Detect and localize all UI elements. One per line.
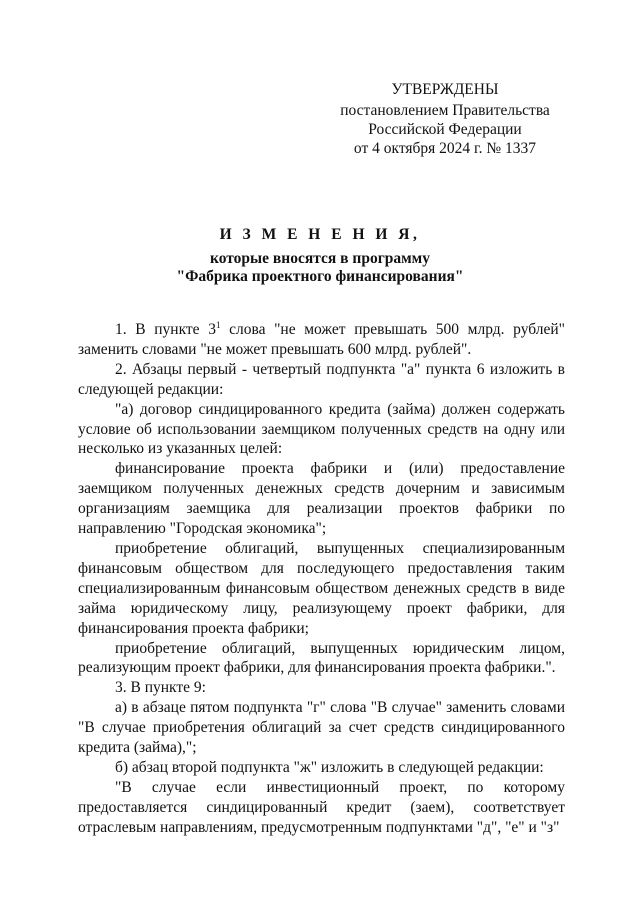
paragraph-1 [78, 320, 565, 360]
paragraph-6: приобретение облигаций, выпущенных юридическим лицом, реализующим проект фабрики, для финансирования проекта фабрики.". [78, 639, 565, 677]
document-subtitle [0, 250, 640, 286]
superscript-1: 1 [215, 319, 221, 330]
paragraph-4: финансирование проекта фабрики и (или) предоставление заемщиком полученных денежных средств дочерним и зависимым организациям заемщика для реализации проектов фабрики по направлению "Городская экономика"; [78, 460, 565, 538]
approval-line-1: постановлением Правительства [340, 102, 550, 119]
paragraph-1-end: слова "не может превышать 500 млрд. рублей" заменить словами "не может превышать 600 млрд. рублей". [78, 321, 565, 358]
document-body [78, 320, 565, 838]
paragraph-3: "а) договор синдицированного кредита (займа) должен содержать условие об использовании заемщиком полученных средств на одну или несколько из указанных целей: [78, 400, 565, 458]
subtitle-line-2: "Фабрика проектного финансирования" [176, 268, 464, 285]
paragraph-2: 2. Абзацы первый - четвертый подпункта "а" пункта 6 изложить в следующей редакции: [78, 360, 565, 398]
approval-line-3: от 4 октября 2024 г. № 1337 [353, 140, 537, 157]
approval-block [330, 80, 560, 158]
paragraph-5: приобретение облигаций, выпущенных специализированным финансовым обществом для последующего предоставления таким специализированным финансовым обществом денежных средств в виде займа юридическому лицу, реализующему проект фабрики, для финансирования проекта фабрики; [78, 539, 565, 637]
paragraph-7: 3. В пункте 9: [115, 679, 206, 697]
paragraph-10: "В случае если инвестиционный проект, по которому предоставляется синдицированный кредит (заем), соответствует отраслевым направлениям, предусмотренным подпунктами "д", "е" и "з" [78, 778, 565, 836]
approval-line-2: Российской Федерации [368, 121, 522, 138]
paragraph-8: а) в абзаце пятом подпункта "г" слова "В случае" заменить словами "В случае приобретения облигаций за счет средств синдицированного кредита (займа),"; [78, 699, 565, 757]
subtitle-line-1: которые вносятся в программу [210, 250, 430, 267]
paragraph-1-start: 1. В пункте 3 [115, 321, 216, 338]
paragraph-9: б) абзац второй подпункта "ж" изложить в следующей редакции: [115, 758, 544, 776]
approval-heading: УТВЕРЖДЕНЫ [391, 81, 499, 98]
document-title: И З М Е Н Е Н И Я, [219, 226, 421, 243]
